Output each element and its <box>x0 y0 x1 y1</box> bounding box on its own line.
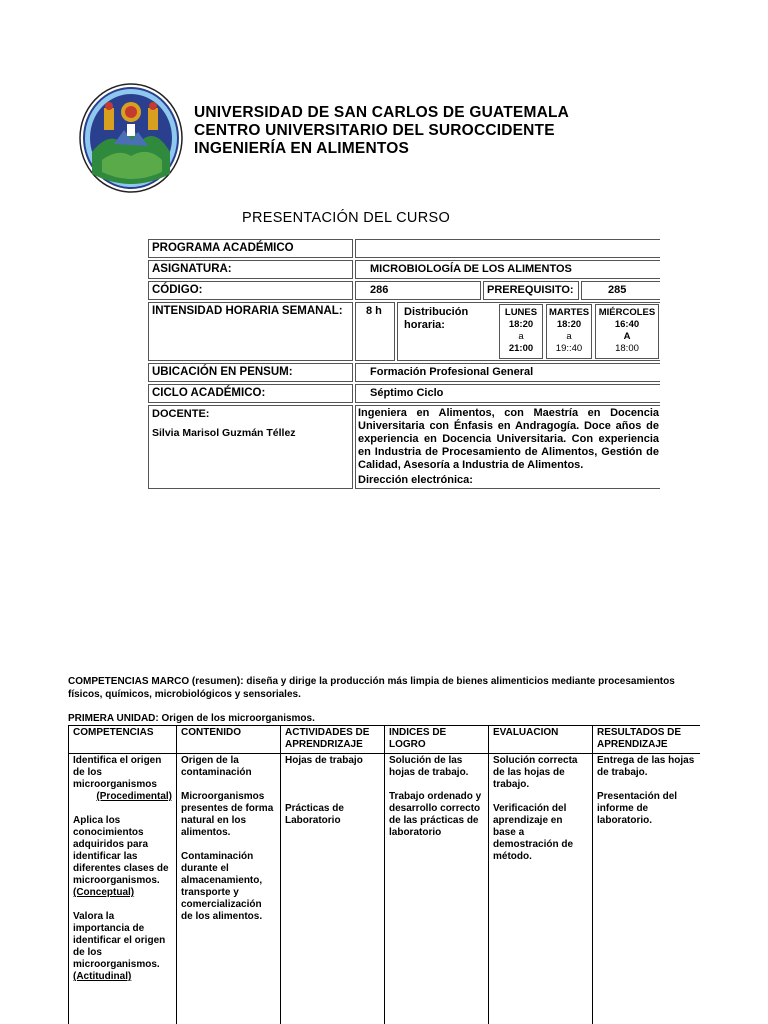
programa-value <box>355 239 660 258</box>
unit-table <box>68 725 700 1024</box>
docente-name: Silvia Marisol Guzmán Téllez <box>152 427 296 439</box>
codigo-label: CÓDIGO: <box>148 281 353 300</box>
header-indices: INDICES DE LOGRO <box>385 726 489 754</box>
university-seal-logo <box>78 82 184 194</box>
prerequisito-value: 285 <box>581 281 660 300</box>
center-name: CENTRO UNIVERSITARIO DEL SUROCCIDENTE <box>194 122 555 139</box>
evaluacion-item: Solución correcta de las hojas de trabajo. <box>493 755 578 790</box>
resultado-item: Entrega de las hojas de trabajo. <box>597 755 695 778</box>
ubicacion-row <box>148 363 660 382</box>
header-actividades: ACTIVIDADES DE APRENDRIZAJE <box>281 726 385 754</box>
actividades-cell <box>281 754 385 1024</box>
header-contenido: CONTENIDO <box>177 726 281 754</box>
programa-label: PROGRAMA ACADÉMICO <box>148 239 353 258</box>
distribucion-label: Distribución horaria: <box>404 306 469 331</box>
competencia-2-tag: (Conceptual) <box>73 887 135 898</box>
resultados-cell <box>593 754 701 1024</box>
university-name: UNIVERSIDAD DE SAN CARLOS DE GUATEMALA <box>194 104 570 121</box>
programa-row <box>148 239 660 258</box>
program-name: INGENIERÍA EN ALIMENTOS <box>194 140 410 157</box>
codigo-value: 286 <box>355 281 481 300</box>
indice-item: Trabajo ordenado y desarrollo correcto de las prácticas de laboratorio <box>389 791 482 838</box>
ciclo-row <box>148 384 660 403</box>
evaluacion-item: Verificación del aprendizaje en base a demostración de método. <box>493 803 574 862</box>
header-evaluacion: EVALUACION <box>489 726 593 754</box>
docente-row <box>148 405 660 489</box>
intensidad-value: 8 h <box>355 302 395 361</box>
intensidad-label: INTENSIDAD HORARIA SEMANAL: <box>148 302 353 361</box>
day-martes: MARTES 18:20 a 19::40 <box>546 304 592 359</box>
header-competencias: COMPETENCIAS <box>69 726 177 754</box>
email-label: Dirección electrónica: <box>358 474 473 486</box>
competencias-marco: COMPETENCIAS MARCO (resumen): diseña y dirige la producción más limpia de bienes alimenticios mediante procesamientos físicos, químicos, microbiológicos y sensoriales. <box>68 676 675 700</box>
ciclo-value: Séptimo Ciclo <box>355 384 660 403</box>
resultado-item: Presentación del informe de laboratorio. <box>597 791 678 826</box>
competencia-1-tag: (Procedimental) <box>96 791 172 802</box>
ubicacion-label: UBICACIÓN EN PENSUM: <box>148 363 353 382</box>
evaluacion-cell <box>489 754 593 1024</box>
prerequisito-label: PREREQUISITO: <box>483 281 579 300</box>
distribucion-cell <box>397 302 660 361</box>
competencias-cell <box>69 754 177 1024</box>
contenido-cell <box>177 754 281 1024</box>
actividad-item: Prácticas de Laboratorio <box>285 803 344 826</box>
contenido-item: Contaminación durante el almacenamiento, transporte y comercialización de los alimentos. <box>181 851 263 922</box>
actividad-item: Hojas de trabajo <box>285 755 363 766</box>
university-header <box>194 104 569 158</box>
asignatura-label: ASIGNATURA: <box>148 260 353 279</box>
contenido-item: Microorganismos presentes de forma natural en los alimentos. <box>181 791 274 838</box>
asignatura-row <box>148 260 660 279</box>
competencia-2: Aplica los conocimientos adquiridos para identificar las diferentes clases de microorganismos. <box>73 815 169 886</box>
indice-item: Solución de las hojas de trabajo. <box>389 755 469 778</box>
contenido-item: Origen de la contaminación <box>181 755 252 778</box>
day-lunes: LUNES 18:20 a 21:00 <box>499 304 543 359</box>
competencia-3: Valora la importancia de identificar el origen de los microorganismos. <box>73 911 166 970</box>
unit-table-row <box>69 754 701 1024</box>
indices-cell <box>385 754 489 1024</box>
unit-title: PRIMERA UNIDAD: Origen de los microorganismos. <box>68 713 315 724</box>
competencia-1: Identifica el origen de los microorganismos <box>73 755 162 790</box>
course-info-table <box>146 237 660 511</box>
asignatura-value: MICROBIOLOGÍA DE LOS ALIMENTOS <box>355 260 660 279</box>
docente-label: DOCENTE: <box>152 408 210 420</box>
ubicacion-value: Formación Profesional General <box>355 363 660 382</box>
docente-description: Ingeniera en Alimentos, con Maestría en Docencia Universitaria con Énfasis en Andragogía. Doce años de experiencia en Docencia Universitaria. Con experiencia en Industria de Procesamiento de Alimentos, Gestión de Calidad, Asesoría a Industria de Alimentos. <box>358 407 659 471</box>
codigo-row <box>148 281 660 300</box>
ciclo-label: CICLO ACADÉMICO: <box>148 384 353 403</box>
docente-description-cell <box>355 405 660 489</box>
day-miercoles: MIÉRCOLES 16:40 A 18:00 <box>595 304 659 359</box>
course-title: PRESENTACIÓN DEL CURSO <box>242 210 451 226</box>
unit-table-header <box>69 726 701 754</box>
intensidad-row <box>148 302 660 361</box>
docente-cell <box>148 405 353 489</box>
header-resultados: RESULTADOS DE APRENDIZAJE <box>593 726 701 754</box>
competencia-3-tag: (Actitudinal) <box>73 971 132 982</box>
